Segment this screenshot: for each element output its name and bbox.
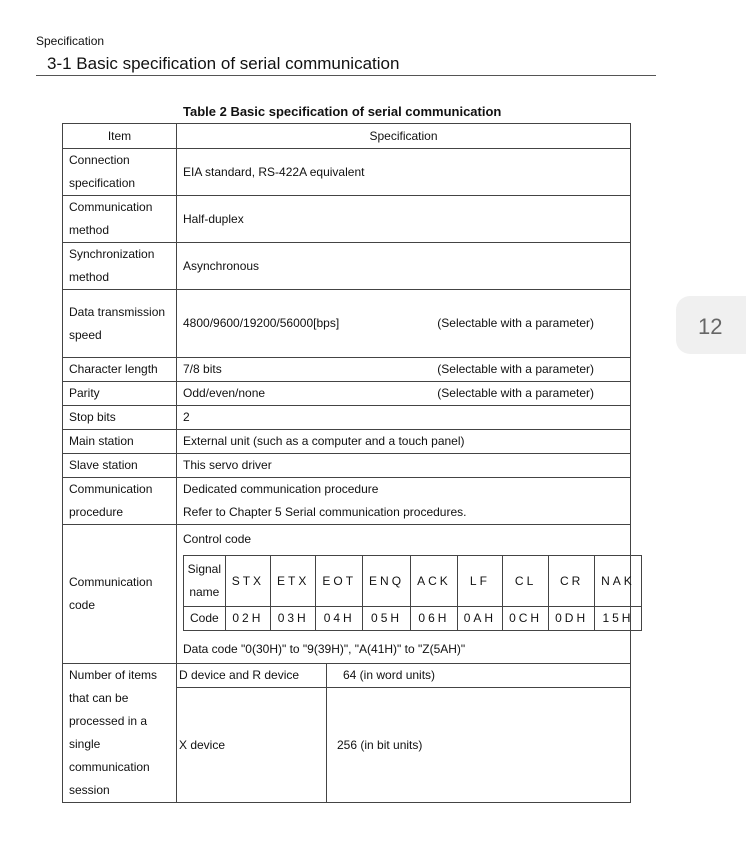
code-label: Code [184, 607, 226, 631]
signal-cell: ACK [411, 556, 458, 607]
row-spec [177, 382, 631, 406]
row-spec-value: Odd/even/none [183, 386, 266, 400]
table-row [63, 243, 631, 290]
d-device-label: D device and R device [177, 664, 327, 688]
row-spec: Half-duplex [177, 196, 631, 243]
row-spec: EIA standard, RS-422A equivalent [177, 149, 631, 196]
row-item: Communication procedure [63, 478, 177, 525]
signal-cell: LF [457, 556, 502, 607]
row-spec [177, 478, 631, 525]
control-code-table [183, 555, 642, 631]
row-item: Communication code [63, 525, 177, 664]
row-spec-value: 7/8 bits [183, 362, 222, 376]
control-code-label: Control code [183, 532, 252, 546]
row-item: Slave station [63, 454, 177, 478]
row-spec [177, 525, 635, 664]
row-item: Main station [63, 430, 177, 454]
code-cell: 0AH [457, 607, 502, 631]
row-item: Connection specification [63, 149, 177, 196]
code-cell: 05H [363, 607, 411, 631]
code-cell: 02H [225, 607, 270, 631]
row-spec: 2 [177, 406, 631, 430]
row-spec-value: 4800/9600/19200/56000[bps] [183, 316, 340, 330]
row-item: Communication method [63, 196, 177, 243]
signal-cell: CL [503, 556, 549, 607]
header-divider [36, 75, 656, 76]
row-item: Data transmission speed [63, 290, 177, 358]
table-row [63, 196, 631, 243]
code-cell: 03H [271, 607, 316, 631]
header-spec: Specification [177, 124, 631, 149]
table-row [63, 430, 631, 454]
row-spec-line: Refer to Chapter 5 Serial communication procedures. [183, 505, 467, 519]
x-device-label: X device [177, 688, 327, 803]
section-label: Specification [36, 34, 105, 48]
row-spec [177, 358, 631, 382]
code-cell: 06H [411, 607, 458, 631]
signal-cell: ENQ [363, 556, 411, 607]
row-item: Character length [63, 358, 177, 382]
data-code-text: Data code "0(30H)" to "9(39H)", "A(41H)" to "Z(5AH)" [183, 642, 466, 656]
row-spec: External unit (such as a computer and a touch panel) [177, 430, 631, 454]
code-cell: 04H [316, 607, 363, 631]
signal-cell: ETX [271, 556, 316, 607]
page-number: 12 [698, 314, 723, 339]
table-row [63, 454, 631, 478]
signal-cell: EOT [316, 556, 363, 607]
code-cell: 0CH [503, 607, 549, 631]
signal-cell: STX [225, 556, 270, 607]
row-item: Number of items that can be processed in a single communication session [63, 664, 177, 803]
spec-table [62, 123, 635, 803]
signal-cell: NAK [595, 556, 642, 607]
code-cell: 15H [595, 607, 642, 631]
table-row [63, 406, 631, 430]
header-item: Item [63, 124, 177, 149]
row-spec: Asynchronous [177, 243, 631, 290]
row-item: Parity [63, 382, 177, 406]
row-spec-note: (Selectable with a parameter) [437, 316, 595, 330]
x-device-value: 256 (in bit units) [327, 688, 631, 803]
code-cell: 0DH [549, 607, 595, 631]
signal-label: Signal name [184, 556, 226, 607]
signal-cell: CR [549, 556, 595, 607]
table-row [63, 382, 631, 406]
row-spec-note: (Selectable with a parameter) [437, 362, 595, 376]
page-title: 3-1 Basic specification of serial communication [47, 54, 400, 73]
signal-row [184, 556, 642, 607]
table-row [63, 525, 631, 664]
row-item: Stop bits [63, 406, 177, 430]
row-item: Synchronization method [63, 243, 177, 290]
row-spec-note: (Selectable with a parameter) [437, 386, 595, 400]
row-spec [177, 290, 631, 358]
table-row [63, 478, 631, 525]
code-row [184, 607, 642, 631]
row-spec-line: Dedicated communication procedure [183, 482, 379, 496]
table-caption: Table 2 Basic specification of serial communication [183, 104, 502, 119]
d-device-value: 64 (in word units) [327, 664, 631, 688]
table-header-row [63, 124, 631, 149]
table-row [63, 149, 631, 196]
table-row [63, 664, 631, 688]
row-spec: This servo driver [177, 454, 631, 478]
table-row [63, 358, 631, 382]
table-row [63, 290, 631, 358]
